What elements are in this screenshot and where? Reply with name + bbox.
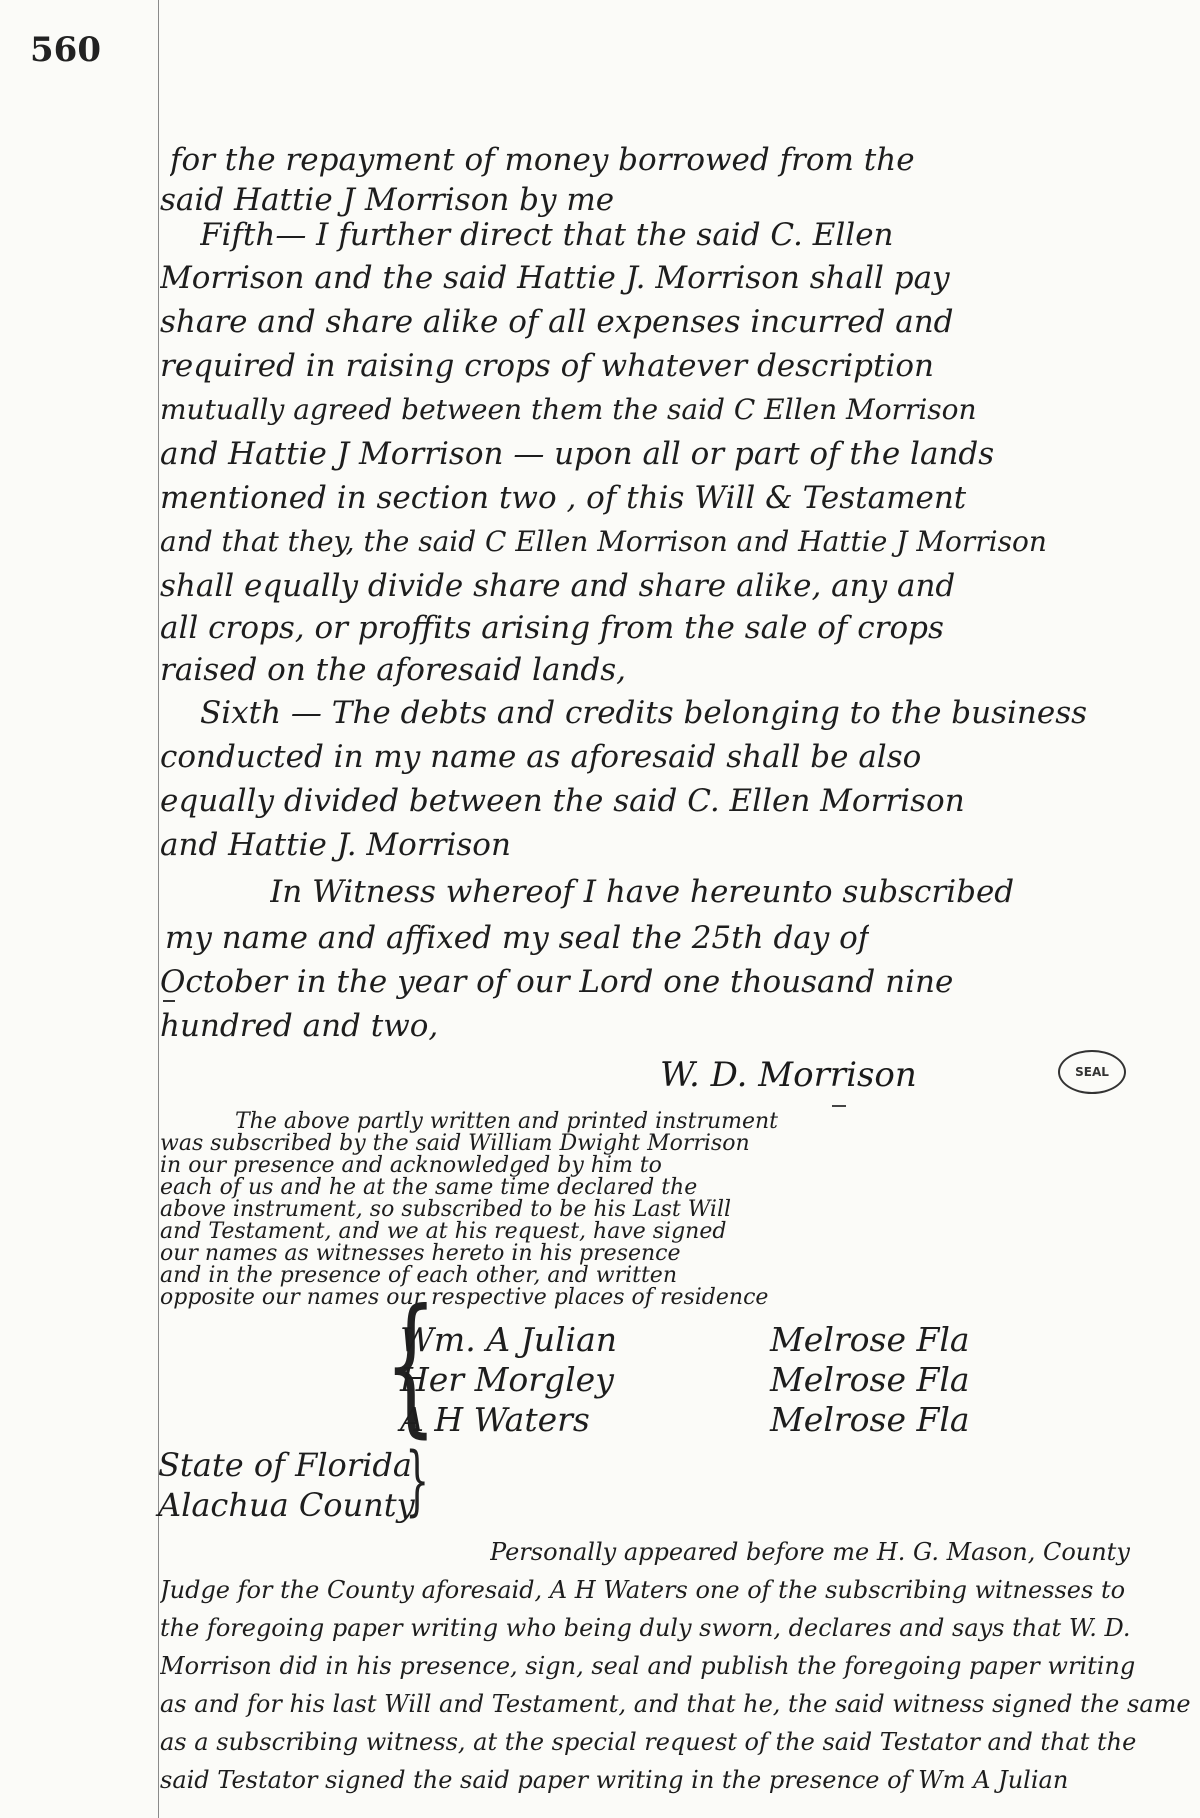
body-line: shall equally divide share and share alike, any and: [160, 568, 956, 604]
affidavit-line: as a subscribing witness, at the special request of the said Testator and that the: [160, 1728, 1137, 1756]
body-line: mutually agreed between them the said C Ellen Morrison: [160, 393, 977, 426]
body-line: Morrison and the said Hattie J. Morrison shall pay: [160, 260, 950, 296]
body-line: In Witness whereof I have hereunto subscribed: [270, 874, 1015, 910]
body-line: October in the year of our Lord one thousand nine: [160, 964, 954, 1000]
body-line: hundred and two,: [160, 1008, 439, 1044]
body-line: required in raising crops of whatever description: [160, 348, 934, 384]
page-number: 560: [30, 30, 101, 70]
witness-name: Her Morgley: [400, 1360, 614, 1399]
venue-county: Alachua County: [158, 1486, 415, 1524]
affidavit-line: said Testator signed the said paper writing in the presence of Wm A Julian: [160, 1766, 1069, 1794]
witness-brace: {: [384, 1278, 437, 1452]
affidavit-line: Judge for the County aforesaid, A H Waters one of the subscribing witnesses to: [160, 1576, 1126, 1604]
body-line: and Hattie J Morrison — upon all or part of the lands: [160, 436, 995, 472]
attestation-line: above instrument, so subscribed to be his Last Will: [160, 1198, 732, 1222]
witness-residence: Melrose Fla: [770, 1320, 970, 1359]
testator-signature: W. D. Morrison: [660, 1055, 917, 1095]
body-line: raised on the aforesaid lands,: [160, 652, 627, 688]
body-line: said Hattie J Morrison by me: [160, 182, 615, 218]
body-line: Sixth — The debts and credits belonging to the business: [200, 695, 1088, 731]
attestation-line: was subscribed by the said William Dwight Morrison: [160, 1132, 750, 1156]
body-line: mentioned in section two , of this Will & Testament: [160, 480, 967, 516]
body-line: conducted in my name as aforesaid shall be also: [160, 739, 922, 775]
witness-residence: Melrose Fla: [770, 1400, 970, 1439]
body-line: and Hattie J. Morrison: [160, 827, 511, 863]
attestation-line: opposite our names our respective places of residence: [160, 1286, 769, 1310]
affidavit-line: Morrison did in his presence, sign, seal and publish the foregoing paper writing: [160, 1652, 1136, 1680]
attestation-line: each of us and he at the same time declared the: [160, 1176, 698, 1200]
body-line: my name and affixed my seal the 25th day of: [165, 920, 870, 956]
attestation-line: and in the presence of each other, and written: [160, 1264, 677, 1288]
witness-name: Wm. A Julian: [400, 1320, 618, 1359]
body-line: share and share alike of all expenses incurred and: [160, 304, 954, 340]
affidavit-line: as and for his last Will and Testament, and that he, the said witness signed the same: [160, 1690, 1191, 1718]
attestation-line: our names as witnesses hereto in his presence: [160, 1242, 681, 1266]
body-line: equally divided between the said C. Ellen Morrison: [160, 783, 965, 819]
body-line: for the repayment of money borrowed from the: [170, 142, 915, 178]
body-line: all crops, or proffits arising from the sale of crops: [160, 610, 944, 646]
venue-state: State of Florida: [158, 1446, 412, 1484]
attestation-line: in our presence and acknowledged by him to: [160, 1154, 662, 1178]
affidavit-line: Personally appeared before me H. G. Mason, County: [490, 1538, 1130, 1566]
affidavit-line: the foregoing paper writing who being duly sworn, declares and says that W. D.: [160, 1614, 1131, 1642]
body-line: and that they, the said C Ellen Morrison and Hattie J Morrison: [160, 525, 1047, 558]
seal-icon: SEAL: [1058, 1050, 1126, 1094]
attestation-line: and Testament, and we at his request, have signed: [160, 1220, 727, 1244]
witness-residence: Melrose Fla: [770, 1360, 970, 1399]
venue-brace: }: [405, 1435, 430, 1524]
attestation-line: The above partly written and printed instrument: [235, 1110, 779, 1134]
witness-name: A H Waters: [400, 1400, 590, 1439]
body-line: Fifth— I further direct that the said C. Ellen: [200, 217, 894, 253]
